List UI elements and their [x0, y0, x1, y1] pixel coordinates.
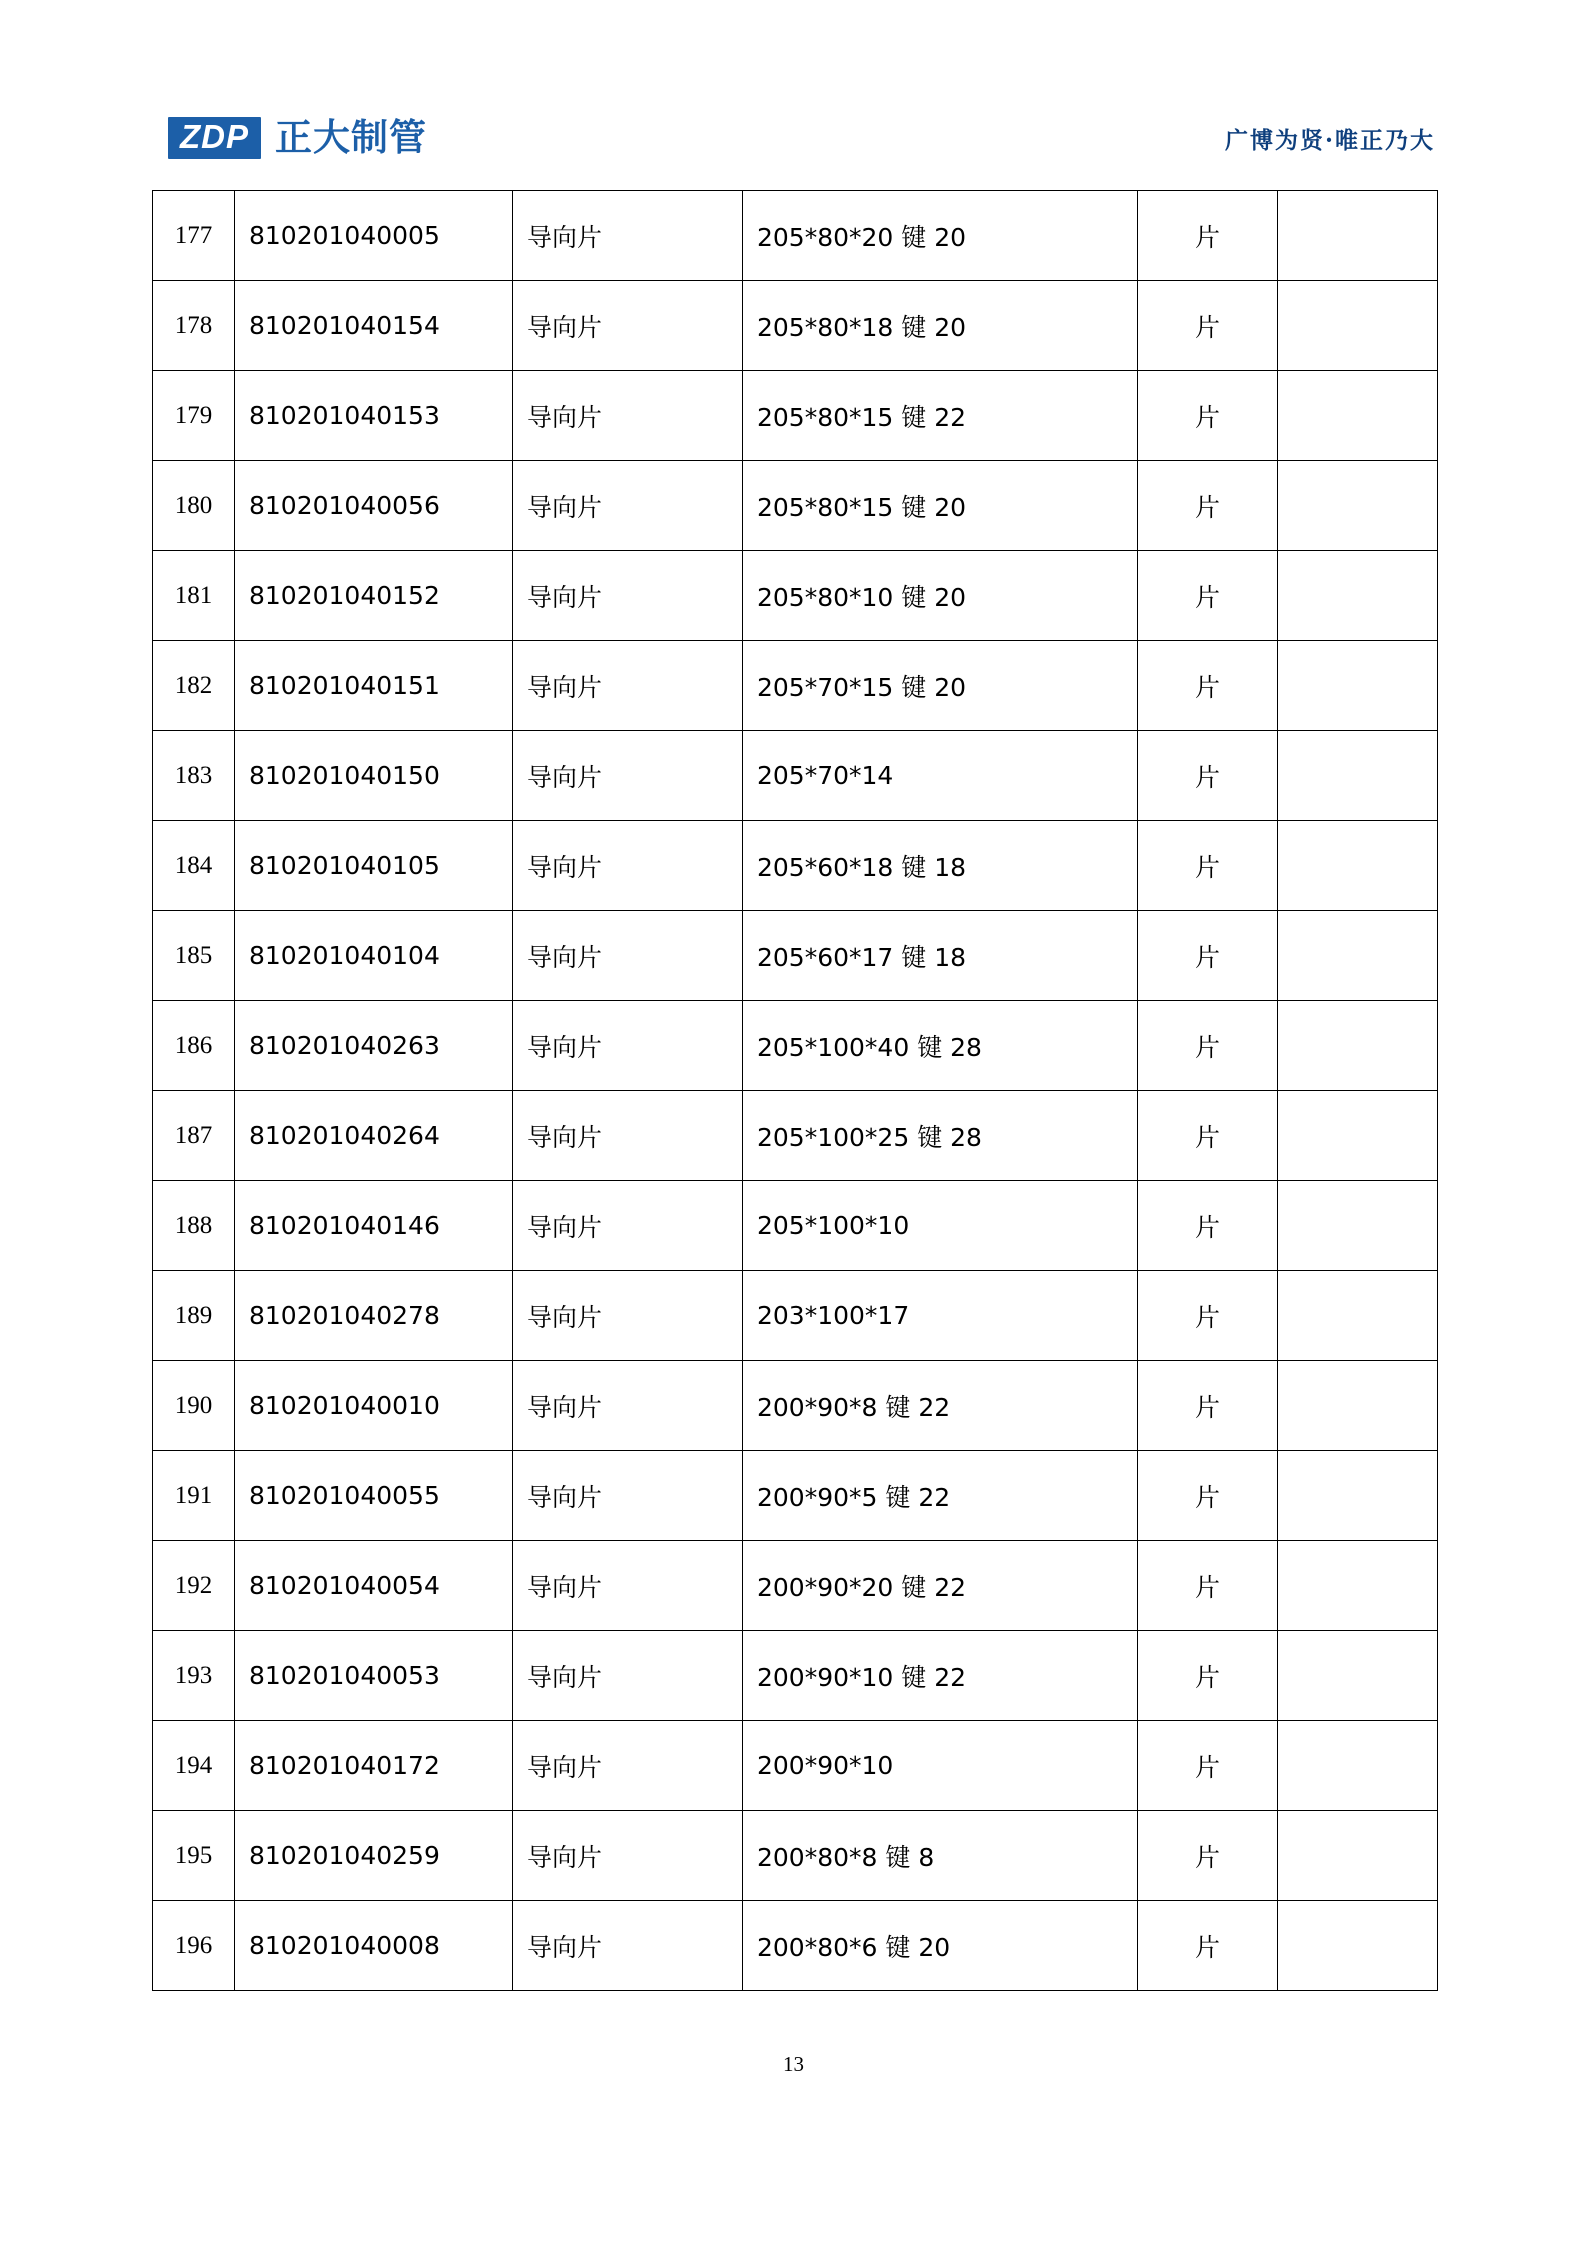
- cell-blank: [1278, 1181, 1438, 1271]
- cell-index: 187: [153, 1091, 235, 1181]
- table-row: [153, 551, 1438, 641]
- cell-unit: 片: [1138, 1721, 1278, 1811]
- cell-index: 178: [153, 281, 235, 371]
- cell-index: 180: [153, 461, 235, 551]
- table-row: [153, 191, 1438, 281]
- cell-part-name: 导向片: [513, 461, 743, 551]
- cell-material-code: 810201040151: [235, 641, 513, 731]
- table-row: [153, 1181, 1438, 1271]
- cell-unit: 片: [1138, 821, 1278, 911]
- cell-blank: [1278, 551, 1438, 641]
- table-row: [153, 371, 1438, 461]
- cell-material-code: 810201040150: [235, 731, 513, 821]
- cell-part-name: 导向片: [513, 191, 743, 281]
- cell-blank: [1278, 281, 1438, 371]
- cell-index: 193: [153, 1631, 235, 1721]
- cell-index: 192: [153, 1541, 235, 1631]
- cell-specification: 205*60*18 键 18: [743, 821, 1138, 911]
- cell-material-code: 810201040259: [235, 1811, 513, 1901]
- cell-material-code: 810201040055: [235, 1451, 513, 1541]
- cell-specification: 200*90*8 键 22: [743, 1361, 1138, 1451]
- cell-material-code: 810201040172: [235, 1721, 513, 1811]
- cell-part-name: 导向片: [513, 1001, 743, 1091]
- table-row: [153, 1361, 1438, 1451]
- cell-specification: 200*90*20 键 22: [743, 1541, 1138, 1631]
- cell-blank: [1278, 1091, 1438, 1181]
- table-row: [153, 1901, 1438, 1991]
- cell-index: 185: [153, 911, 235, 1001]
- cell-unit: 片: [1138, 911, 1278, 1001]
- cell-unit: 片: [1138, 1001, 1278, 1091]
- cell-specification: 200*90*10 键 22: [743, 1631, 1138, 1721]
- table-row: [153, 1271, 1438, 1361]
- cell-part-name: 导向片: [513, 1541, 743, 1631]
- cell-specification: 205*80*10 键 20: [743, 551, 1138, 641]
- cell-material-code: 810201040152: [235, 551, 513, 641]
- cell-blank: [1278, 1631, 1438, 1721]
- cell-unit: 片: [1138, 1181, 1278, 1271]
- table-row: [153, 1001, 1438, 1091]
- cell-material-code: 810201040054: [235, 1541, 513, 1631]
- cell-material-code: 810201040263: [235, 1001, 513, 1091]
- table-row: [153, 1541, 1438, 1631]
- cell-unit: 片: [1138, 1631, 1278, 1721]
- cell-blank: [1278, 821, 1438, 911]
- cell-unit: 片: [1138, 1541, 1278, 1631]
- cell-unit: 片: [1138, 1451, 1278, 1541]
- cell-blank: [1278, 911, 1438, 1001]
- cell-part-name: 导向片: [513, 1901, 743, 1991]
- cell-unit: 片: [1138, 281, 1278, 371]
- cell-index: 194: [153, 1721, 235, 1811]
- cell-part-name: 导向片: [513, 1721, 743, 1811]
- cell-unit: 片: [1138, 461, 1278, 551]
- cell-blank: [1278, 1361, 1438, 1451]
- cell-material-code: 810201040056: [235, 461, 513, 551]
- cell-index: 195: [153, 1811, 235, 1901]
- cell-part-name: 导向片: [513, 1361, 743, 1451]
- cell-index: 182: [153, 641, 235, 731]
- cell-blank: [1278, 1541, 1438, 1631]
- cell-part-name: 导向片: [513, 1811, 743, 1901]
- cell-part-name: 导向片: [513, 731, 743, 821]
- cell-material-code: 810201040154: [235, 281, 513, 371]
- logo-mark-icon: ZDP: [168, 117, 261, 159]
- cell-specification: 200*90*5 键 22: [743, 1451, 1138, 1541]
- table-row: [153, 1451, 1438, 1541]
- cell-unit: 片: [1138, 1271, 1278, 1361]
- cell-blank: [1278, 1811, 1438, 1901]
- cell-blank: [1278, 1901, 1438, 1991]
- cell-material-code: 810201040264: [235, 1091, 513, 1181]
- cell-index: 186: [153, 1001, 235, 1091]
- cell-specification: 205*80*15 键 20: [743, 461, 1138, 551]
- table-row: [153, 821, 1438, 911]
- cell-specification: 205*100*40 键 28: [743, 1001, 1138, 1091]
- page-footer: [0, 2052, 1587, 2077]
- cell-index: 196: [153, 1901, 235, 1991]
- cell-part-name: 导向片: [513, 281, 743, 371]
- parts-table-container: [152, 190, 1437, 1991]
- cell-unit: 片: [1138, 1361, 1278, 1451]
- table-row: [153, 1721, 1438, 1811]
- cell-specification: 205*80*15 键 22: [743, 371, 1138, 461]
- cell-unit: 片: [1138, 371, 1278, 461]
- table-body: [153, 191, 1438, 1991]
- table-row: [153, 1631, 1438, 1721]
- cell-unit: 片: [1138, 1091, 1278, 1181]
- cell-part-name: 导向片: [513, 641, 743, 731]
- cell-specification: 205*60*17 键 18: [743, 911, 1138, 1001]
- cell-specification: 200*90*10: [743, 1721, 1138, 1811]
- cell-material-code: 810201040153: [235, 371, 513, 461]
- company-logo: [168, 117, 427, 159]
- cell-material-code: 810201040053: [235, 1631, 513, 1721]
- table-row: [153, 1811, 1438, 1901]
- cell-specification: 205*70*14: [743, 731, 1138, 821]
- cell-blank: [1278, 1271, 1438, 1361]
- cell-specification: 205*80*20 键 20: [743, 191, 1138, 281]
- cell-blank: [1278, 371, 1438, 461]
- table-row: [153, 461, 1438, 551]
- cell-unit: 片: [1138, 551, 1278, 641]
- cell-specification: 203*100*17: [743, 1271, 1138, 1361]
- cell-material-code: 810201040005: [235, 191, 513, 281]
- cell-blank: [1278, 1001, 1438, 1091]
- cell-blank: [1278, 461, 1438, 551]
- table-row: [153, 911, 1438, 1001]
- cell-part-name: 导向片: [513, 911, 743, 1001]
- cell-material-code: 810201040105: [235, 821, 513, 911]
- cell-part-name: 导向片: [513, 551, 743, 641]
- cell-material-code: 810201040146: [235, 1181, 513, 1271]
- cell-blank: [1278, 641, 1438, 731]
- cell-material-code: 810201040008: [235, 1901, 513, 1991]
- cell-blank: [1278, 1451, 1438, 1541]
- cell-specification: 205*100*10: [743, 1181, 1138, 1271]
- cell-unit: 片: [1138, 1901, 1278, 1991]
- company-slogan: 广博为贤·唯正乃大: [1224, 126, 1435, 154]
- cell-part-name: 导向片: [513, 1451, 743, 1541]
- cell-specification: 205*100*25 键 28: [743, 1091, 1138, 1181]
- cell-part-name: 导向片: [513, 1091, 743, 1181]
- cell-unit: 片: [1138, 731, 1278, 821]
- table-row: [153, 281, 1438, 371]
- cell-material-code: 810201040010: [235, 1361, 513, 1451]
- cell-unit: 片: [1138, 1811, 1278, 1901]
- table-row: [153, 731, 1438, 821]
- cell-unit: 片: [1138, 191, 1278, 281]
- cell-blank: [1278, 731, 1438, 821]
- cell-index: 189: [153, 1271, 235, 1361]
- cell-index: 191: [153, 1451, 235, 1541]
- cell-index: 183: [153, 731, 235, 821]
- cell-blank: [1278, 1721, 1438, 1811]
- cell-index: 188: [153, 1181, 235, 1271]
- page-header: [0, 108, 1587, 168]
- cell-material-code: 810201040278: [235, 1271, 513, 1361]
- cell-specification: 200*80*6 键 20: [743, 1901, 1138, 1991]
- table-row: [153, 641, 1438, 731]
- page-number: 13: [783, 2052, 804, 2076]
- cell-specification: 205*80*18 键 20: [743, 281, 1138, 371]
- table-row: [153, 1091, 1438, 1181]
- cell-unit: 片: [1138, 641, 1278, 731]
- cell-part-name: 导向片: [513, 371, 743, 461]
- company-name: 正大制管: [275, 116, 427, 160]
- cell-part-name: 导向片: [513, 1271, 743, 1361]
- cell-specification: 205*70*15 键 20: [743, 641, 1138, 731]
- cell-material-code: 810201040104: [235, 911, 513, 1001]
- cell-index: 190: [153, 1361, 235, 1451]
- cell-index: 181: [153, 551, 235, 641]
- cell-part-name: 导向片: [513, 1181, 743, 1271]
- cell-blank: [1278, 191, 1438, 281]
- cell-part-name: 导向片: [513, 821, 743, 911]
- cell-specification: 200*80*8 键 8: [743, 1811, 1138, 1901]
- cell-part-name: 导向片: [513, 1631, 743, 1721]
- cell-index: 179: [153, 371, 235, 461]
- cell-index: 184: [153, 821, 235, 911]
- cell-index: 177: [153, 191, 235, 281]
- parts-table: [152, 190, 1438, 1991]
